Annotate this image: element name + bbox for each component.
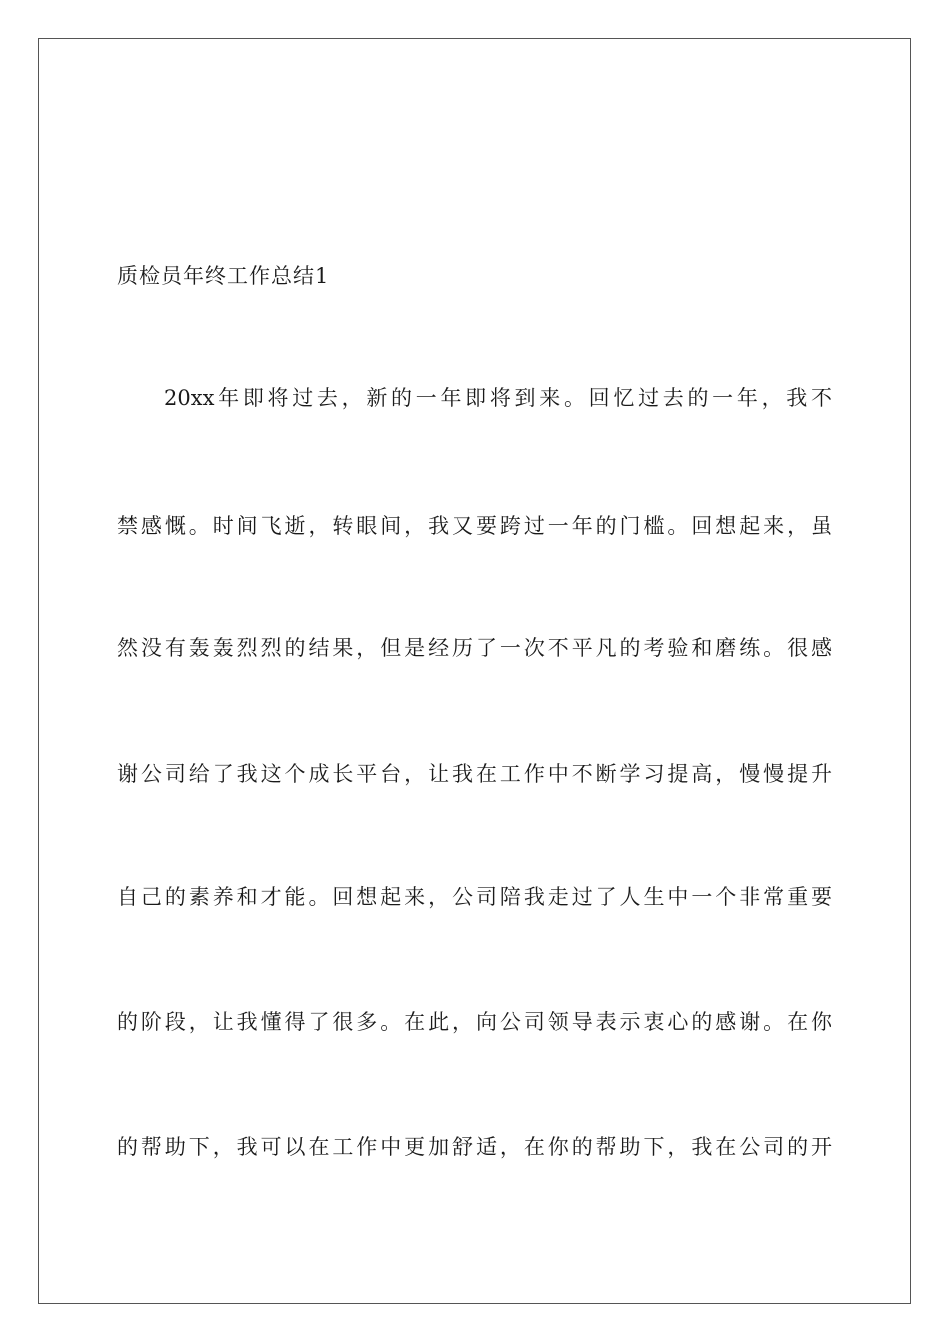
paragraph-line-7: 的帮助下，我可以在工作中更加舒适，在你的帮助下，我在公司的开: [117, 1135, 832, 1159]
page-border: [38, 38, 911, 1304]
document-title: 质检员年终工作总结1: [117, 264, 330, 288]
paragraph-line-3: 然没有轰轰烈烈的结果，但是经历了一次不平凡的考验和磨练。很感: [117, 636, 832, 660]
paragraph-line-1: 20xx年即将过去，新的一年即将到来。回忆过去的一年，我不: [164, 386, 832, 410]
paragraph-line-4: 谢公司给了我这个成长平台，让我在工作中不断学习提高，慢慢提升: [117, 762, 832, 786]
paragraph-line-2: 禁感慨。时间飞逝，转眼间，我又要跨过一年的门槛。回想起来，虽: [117, 514, 832, 538]
paragraph-line-6: 的阶段，让我懂得了很多。在此，向公司领导表示衷心的感谢。在你: [117, 1010, 832, 1034]
paragraph-line-5: 自己的素养和才能。回想起来，公司陪我走过了人生中一个非常重要: [117, 885, 832, 909]
